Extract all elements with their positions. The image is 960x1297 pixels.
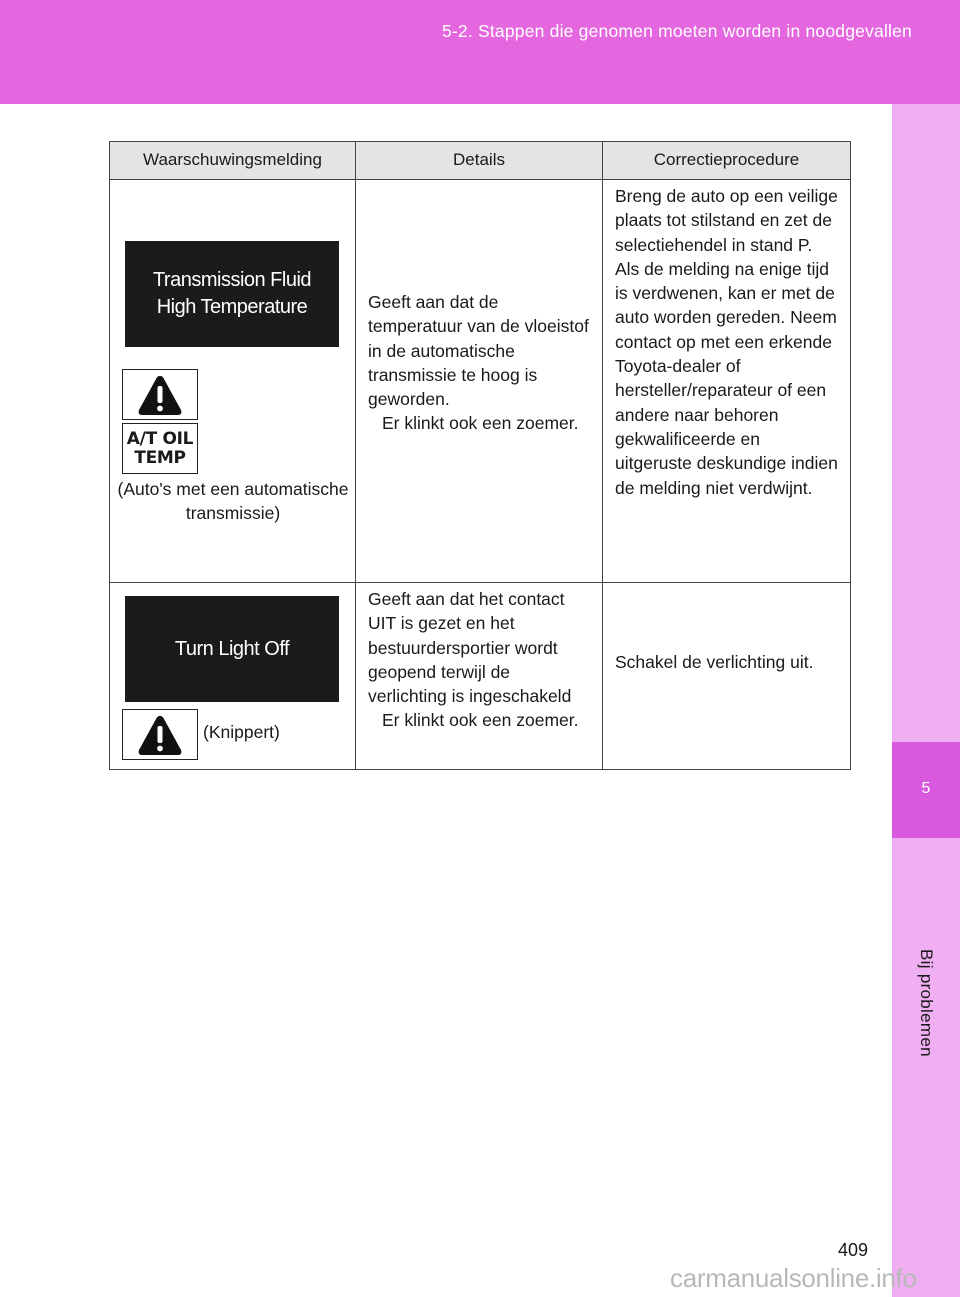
section-title: 5-2. Stappen die genomen moeten worden in noodgevallen	[441, 21, 912, 41]
message-cell	[110, 180, 356, 583]
warning-message-table	[109, 141, 851, 770]
table-row	[110, 583, 851, 770]
screen-text-line: High Temperature	[156, 296, 308, 318]
column-header-correction: Correctieprocedure	[603, 142, 851, 180]
blink-note: (Knippert)	[203, 722, 280, 742]
column-header-details: Details	[356, 142, 603, 180]
warning-triangle-icon	[137, 374, 183, 416]
details-extra-text: Er klinkt ook een zoemer.	[382, 710, 579, 731]
header-bar	[0, 0, 960, 104]
table-row	[110, 180, 851, 583]
warning-triangle-icon	[137, 714, 183, 756]
at-oil-temp-indicator	[122, 423, 198, 474]
details-text: Geeft aan dat de temperatuur van de vloeistof in de automatische transmissie te hoog is geworden.	[368, 292, 589, 410]
display-screen-transmission	[125, 241, 339, 347]
details-text: Geeft aan dat het contact UIT is gezet en het bestuurdersportier wordt geopend terwijl de verlichting is ingeschakeld	[368, 589, 572, 707]
details-extra-text: Er klinkt ook een zoemer.	[382, 413, 579, 434]
watermark: carmanualsonline.info	[670, 1263, 917, 1293]
screen-text-line: Turn Light Off	[174, 637, 290, 660]
details-cell	[356, 180, 603, 583]
message-cell	[110, 583, 356, 770]
chapter-label: Bij problemen	[917, 949, 936, 1057]
warning-indicator	[122, 369, 198, 420]
indicator-text: A/T OIL	[126, 428, 194, 449]
correction-cell	[603, 180, 851, 583]
details-cell	[356, 583, 603, 770]
chapter-number: 5	[921, 780, 931, 797]
indicator-text: TEMP	[134, 447, 186, 468]
display-screen-lights	[125, 596, 339, 702]
correction-text: Breng de auto op een veilige plaats tot stilstand en zet de selectiehendel in stand P.	[615, 186, 838, 255]
vehicle-note: (Auto's met een automatische transmissie)	[117, 479, 349, 524]
correction-text: Schakel de verlichting uit.	[615, 652, 814, 672]
table-header-row	[110, 142, 851, 180]
correction-cell	[603, 583, 851, 770]
screen-text-line: Transmission Fluid	[152, 269, 312, 291]
column-header-message: Waarschuwingsmelding	[110, 142, 356, 180]
correction-text: Als de melding na enige tijd is verdwenen, kan er met de auto worden gereden. Neem contact op met een erkende Toyota-dealer of hersteller/reparateur of een andere naar behoren gekwalificeerde en uitgeruste deskundige indien de melding niet verdwijnt.	[615, 258, 838, 498]
page-number: 409	[838, 1240, 869, 1260]
chapter-side-tab	[892, 104, 960, 1297]
warning-indicator	[122, 709, 198, 760]
